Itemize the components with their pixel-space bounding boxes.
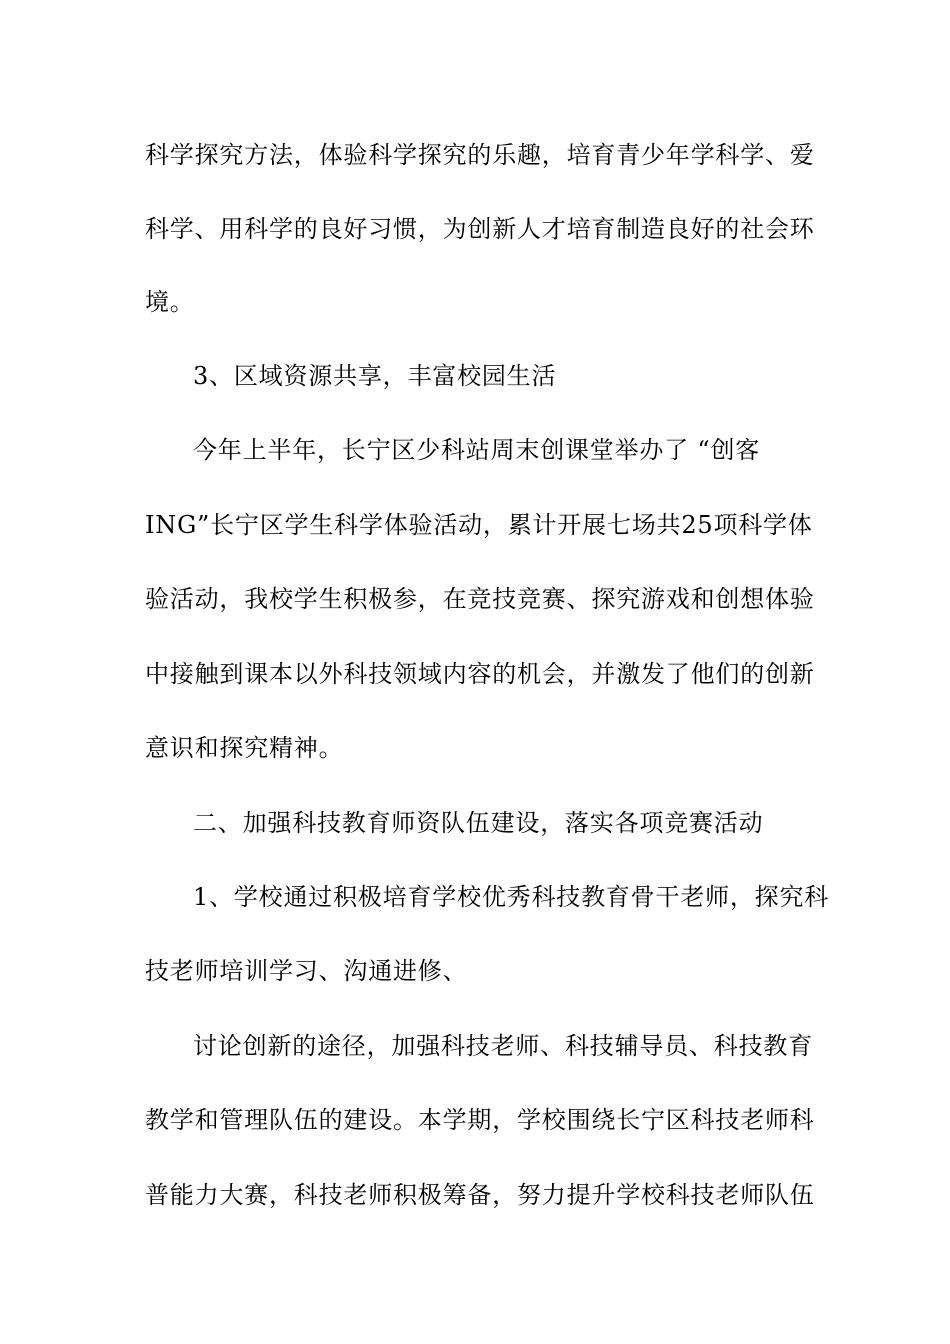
paragraph-line: 科学、用科学的良好习惯，为创新人才培育制造良好的社会环 <box>145 215 815 243</box>
section-heading: 3、区域资源共享，丰富校园生活 <box>193 362 557 390</box>
paragraph-line: 境。 <box>145 288 195 316</box>
paragraph-line: 今年上半年，长宁区少科站周末创课堂举办了 “创客 <box>193 436 761 464</box>
paragraph-line: 意识和探究精神。 <box>145 734 344 762</box>
paragraph-line: 验活动，我校学生积极参，在竞技竞赛、探究游戏和创想体验 <box>145 585 815 613</box>
paragraph-line: 讨论创新的途径，加强科技老师、科技辅导员、科技教育 <box>193 1032 813 1060</box>
paragraph-line: 中接触到课本以外科技领域内容的机会，并激发了他们的创新 <box>145 660 815 688</box>
paragraph-line: 1、学校通过积极培育学校优秀科技教育骨干老师，探究科 <box>193 883 830 911</box>
paragraph-line: ING”长宁区学生科学体验活动，累计开展七场共25项科学体 <box>145 511 813 539</box>
paragraph-line: 教学和管理队伍的建设。本学期，学校围绕长宁区科技老师科 <box>145 1106 815 1134</box>
paragraph-line: 普能力大赛，科技老师积极筹备，努力提升学校科技老师队伍 <box>145 1181 815 1209</box>
section-heading: 二、加强科技教育师资队伍建设，落实各项竞赛活动 <box>193 809 764 837</box>
paragraph-line: 技老师培训学习、沟通进修、 <box>145 957 468 985</box>
paragraph-line: 科学探究方法，体验科学探究的乐趣，培育青少年学科学、爱 <box>145 141 815 169</box>
